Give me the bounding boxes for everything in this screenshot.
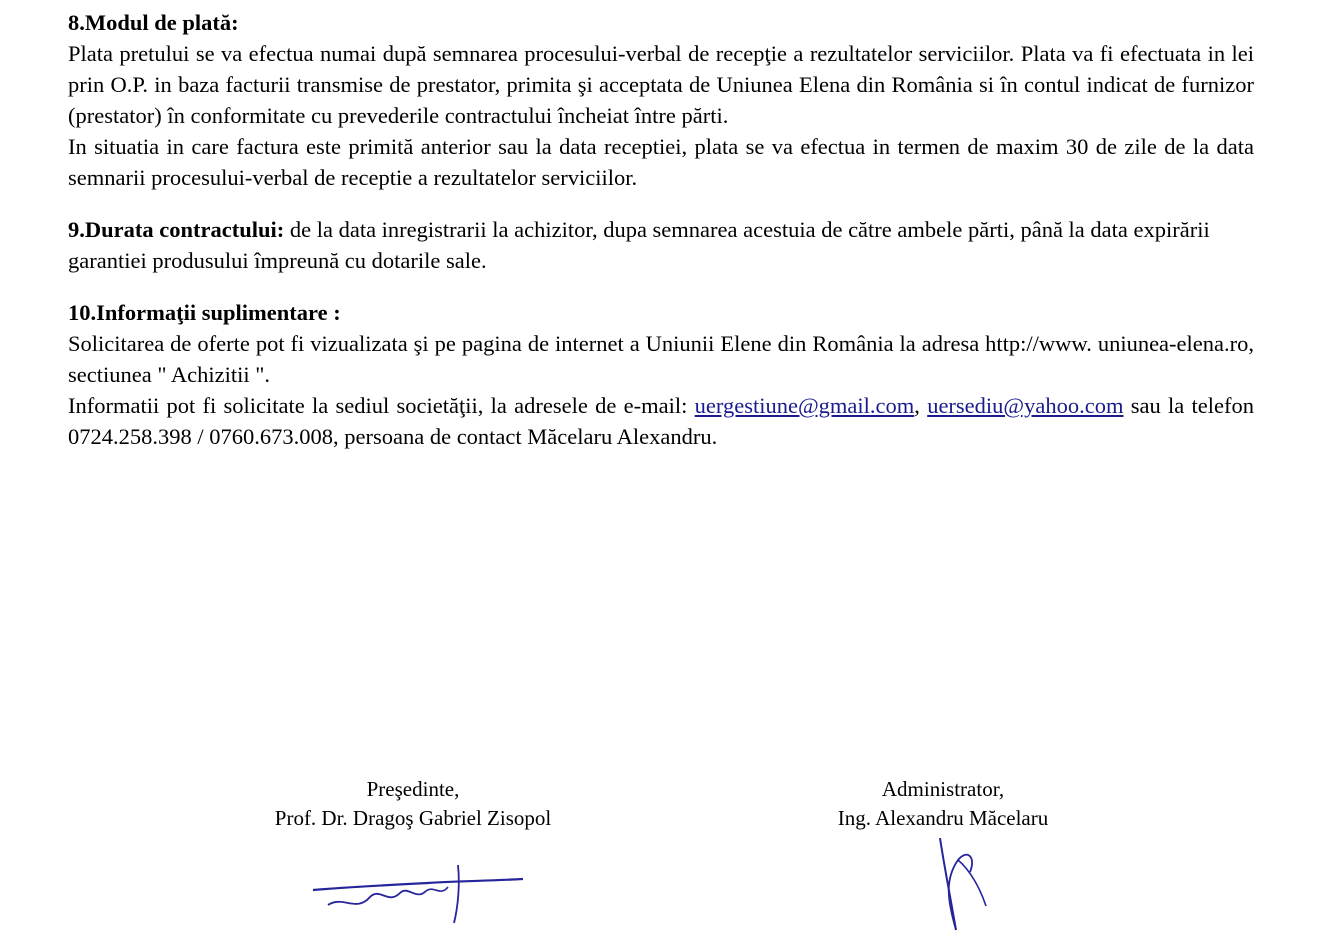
contact-separator: , — [914, 393, 928, 418]
section-9 — [68, 214, 1254, 276]
contact-lead-text: Informatii pot fi solicitate la sediul societăţii, la adresele de e-mail: — [68, 393, 695, 418]
spacer-8-9 — [68, 193, 1254, 214]
section-8-paragraph-2: In situatia in care factura este primită anterior sau la data receptiei, plata se va efectua in termen de maxim 30 de zile de la data semnarii procesului-verbal de receptie a rezultatelor serviciilor. — [68, 134, 1254, 190]
section-8-paragraph-1: Plata pretului se va efectua numai după semnarea procesului-verbal de recepţie a rezultatelor serviciilor. Plata va fi efectuata in lei prin O.P. in baza facturii transmise de prestator, primita şi acceptata de Uniunea Elena din România si în contul indicat de furnizor (prestator) în conformitate cu prevederile contractului încheiat între părti. — [68, 41, 1254, 128]
signature-role-president: Preşedinte, — [366, 777, 460, 801]
signature-name-president: Prof. Dr. Dragoş Gabriel Zisopol — [274, 806, 552, 830]
handwritten-signature-administrator — [898, 830, 1048, 940]
signature-block-president — [178, 775, 648, 833]
contact-tail-text: sau la telefon 0724.258.398 / 0760.673.008, persoana de contact Măcelaru Alexandru. — [68, 393, 1254, 449]
section-9-text: de la data inregistrarii la achizitor, dupa semnarea acestuia de către ambele părti, până la data expirării garantiei produsului împreună cu dotarile sale. — [68, 217, 1210, 273]
signature-area — [68, 775, 1254, 919]
section-10-paragraph-1: Solicitarea de oferte pot fi vizualizata şi pe pagina de internet a Uniunii Elene din România la adresa http://www. uniunea-elena.ro, sectiunea " Achizitii ". — [68, 331, 1254, 387]
section-heading-8: 8.Modul de plată: — [68, 10, 239, 35]
section-10-contact — [68, 390, 1254, 452]
signature-block-administrator — [708, 775, 1178, 833]
handwritten-signature-president — [308, 835, 568, 925]
signature-name-administrator: Ing. Alexandru Măcelaru — [837, 806, 1049, 830]
document-page — [68, 0, 1254, 452]
section-heading-9: 9.Durata contractului: — [68, 217, 285, 242]
email-link-uergestiune[interactable]: uergestiune@gmail.com — [694, 393, 915, 418]
section-heading-10: 10.Informaţii suplimentare : — [68, 300, 341, 325]
email-link-uersediu[interactable]: uersediu@yahoo.com — [927, 393, 1124, 418]
signature-role-administrator: Administrator, — [881, 777, 1005, 801]
spacer-9-10 — [68, 276, 1254, 297]
